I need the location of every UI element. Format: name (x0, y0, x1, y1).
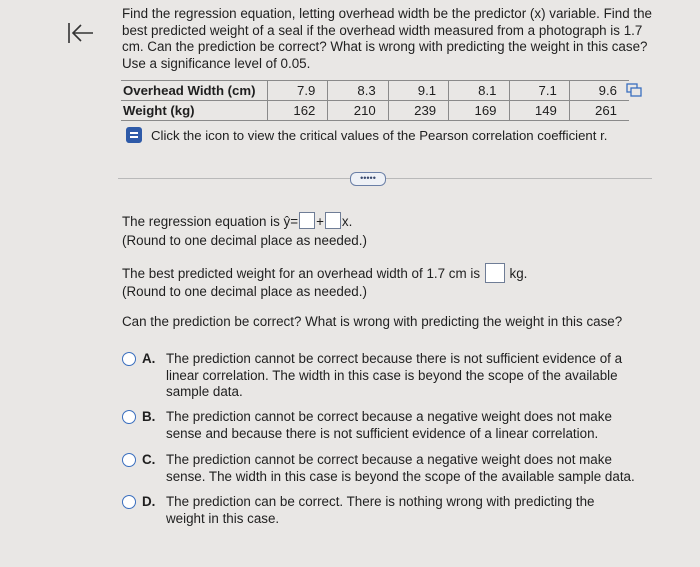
slope-input[interactable] (325, 212, 341, 229)
y-hat-symbol: ŷ (283, 214, 291, 229)
expand-more-button[interactable]: ••••• (350, 172, 386, 186)
table-row (121, 81, 629, 101)
hint-link[interactable] (126, 127, 607, 143)
data-table (121, 80, 629, 121)
table-cell: 261 (569, 101, 629, 121)
table-cell: 7.1 (509, 81, 569, 101)
question-text: Find the regression equation, letting overhead width be the predictor (x) variable. Find the best predicted weight of a seal if the overhead width measured from a photograph is 1.7 cm. Can the prediction be correct? What is wrong with predicting the weight in this case? Use a significance level of 0.05. (122, 6, 652, 71)
table-cell: 210 (328, 101, 388, 121)
hint-text: Click the icon to view the critical values of the Pearson correlation coefficient r. (151, 127, 608, 143)
copy-table-icon[interactable] (626, 83, 642, 97)
document-icon[interactable] (126, 127, 142, 143)
radio-button[interactable] (122, 352, 136, 366)
radio-button[interactable] (122, 410, 136, 424)
table-cell: 7.9 (268, 81, 328, 101)
radio-button[interactable] (122, 495, 136, 509)
rounding-note: (Round to one decimal place as needed.) (122, 233, 367, 248)
row-label: Overhead Width (cm) (121, 81, 268, 101)
rounding-note: (Round to one decimal place as needed.) (122, 284, 367, 299)
table-cell: 169 (449, 101, 509, 121)
intercept-input[interactable] (299, 212, 315, 229)
table-cell: 9.1 (388, 81, 448, 101)
table-cell: 239 (388, 101, 448, 121)
table-cell: 8.1 (449, 81, 509, 101)
mc-question: Can the prediction be correct? What is wrong with predicting the weight in this case? (122, 314, 623, 329)
radio-button[interactable] (122, 453, 136, 467)
predicted-weight-input[interactable] (485, 263, 505, 283)
regression-line: The regression equation is ŷ= + x. (122, 214, 353, 229)
prediction-line: The best predicted weight for an overhead width of 1.7 cm is kg. (122, 263, 527, 283)
table-cell: 8.3 (328, 81, 388, 101)
table-cell: 162 (268, 101, 328, 121)
table-cell: 149 (509, 101, 569, 121)
table-cell: 9.6 (569, 81, 629, 101)
row-label: Weight (kg) (121, 101, 268, 121)
back-to-start-icon[interactable] (66, 20, 96, 46)
table-row (121, 101, 629, 121)
